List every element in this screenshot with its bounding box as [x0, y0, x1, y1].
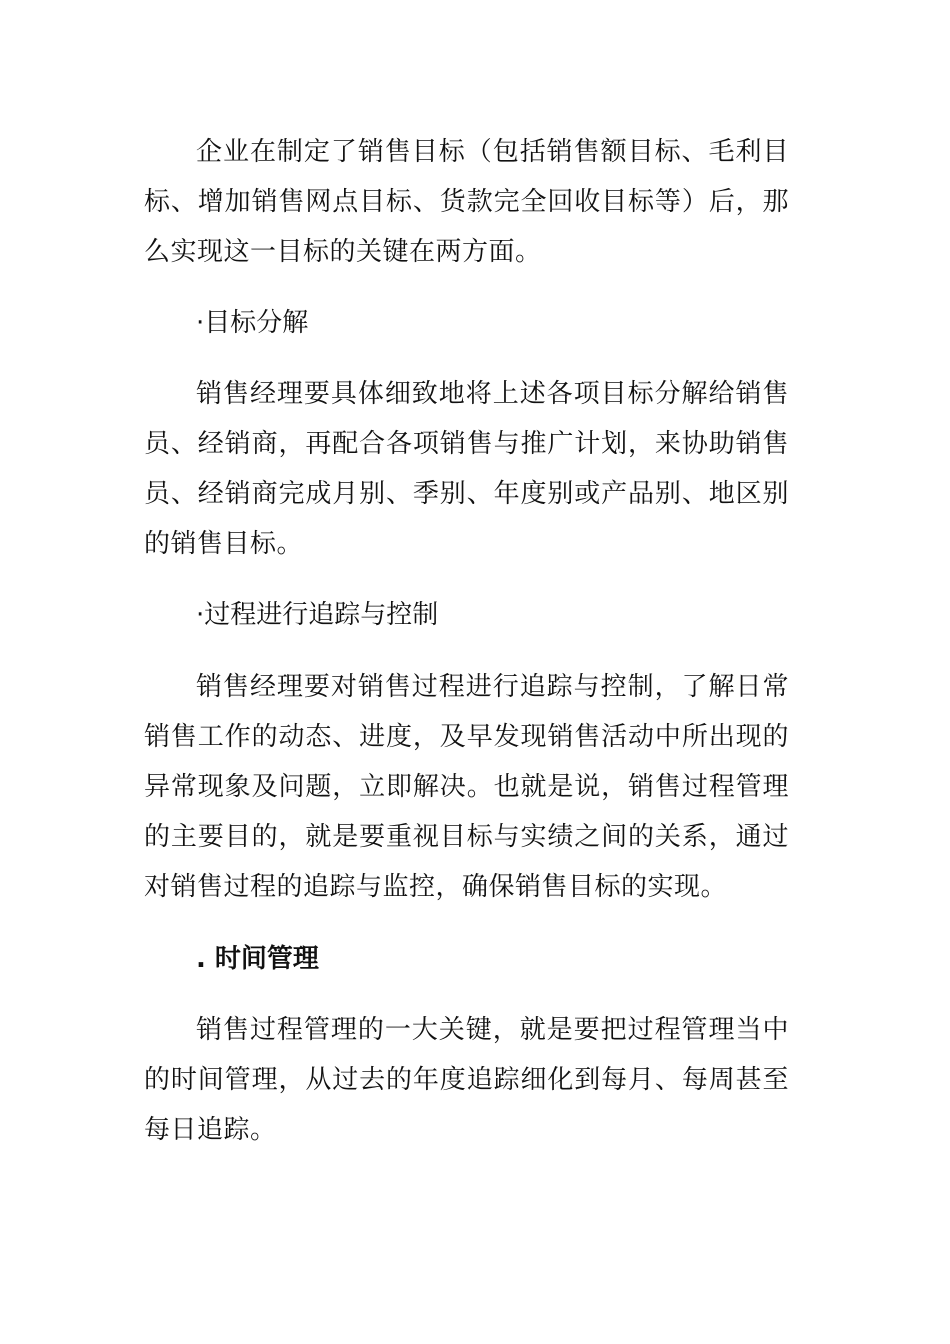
process-tracking-paragraph: 销售经理要对销售过程进行追踪与控制，了解日常销售工作的动态、进度，及早发现销售活动中所出现的异常现象及问题，立即解决。也就是说，销售过程管理的主要目的，就是要重视目标与实绩之间的关系，通过对销售过程的追踪与监控，确保销售目标的实现。: [144, 672, 789, 902]
section-heading-process-tracking: ·过程进行追踪与控制: [196, 600, 439, 630]
goal-decomposition-paragraph: 销售经理要具体细致地将上述各项目标分解给销售员、经销商，再配合各项销售与推广计划，来协助销售员、经销商完成月别、季别、年度别或产品别、地区别的销售目标。: [144, 379, 789, 559]
intro-paragraph: 企业在制定了销售目标（包括销售额目标、毛利目标、增加销售网点目标、货款完全回收目标等）后，那么实现这一目标的关键在两方面。: [144, 137, 789, 267]
time-management-paragraph: 销售过程管理的一大关键，就是要把过程管理当中的时间管理，从过去的年度追踪细化到每月、每周甚至每日追踪。: [144, 1015, 789, 1145]
section-heading-time-management: . 时间管理: [196, 944, 319, 974]
section-heading-goal-decomposition: ·目标分解: [196, 308, 309, 338]
